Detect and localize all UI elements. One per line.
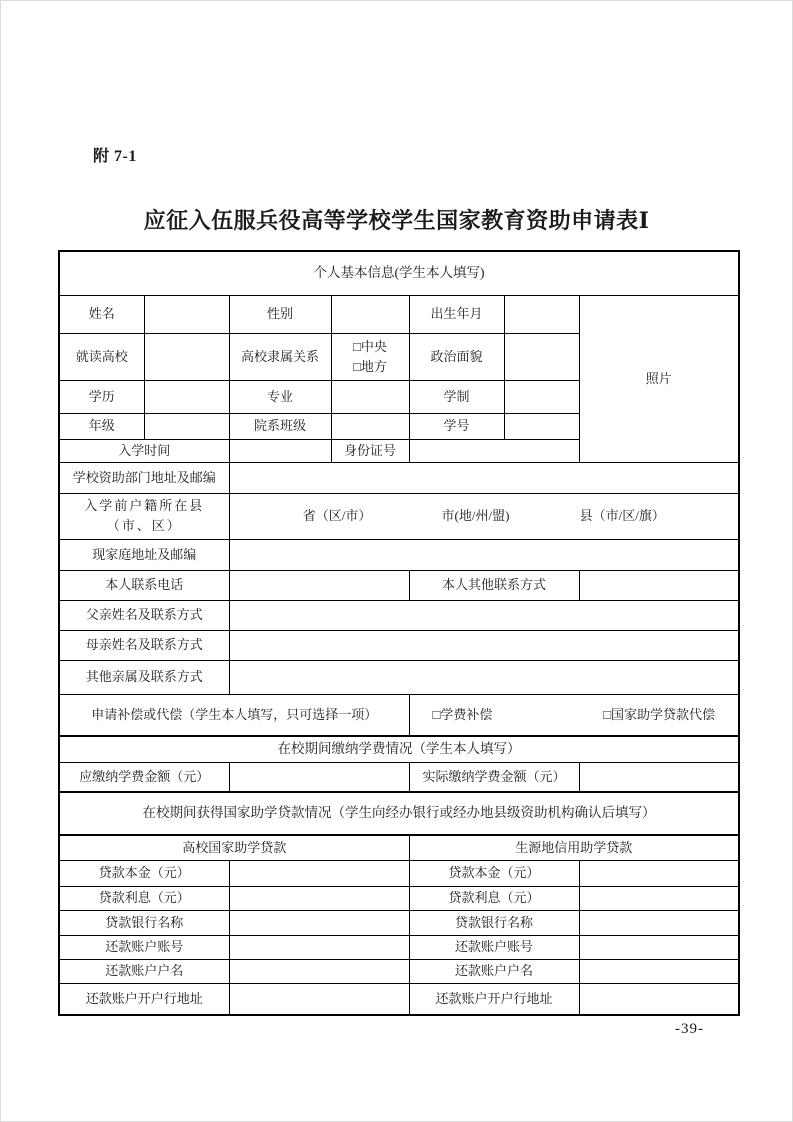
origin-repay-name-value-cell: [579, 959, 739, 983]
campus-loan-header: 高校国家助学贷款: [59, 835, 409, 860]
campus-loan-bank-label: 贷款银行名称: [59, 910, 229, 935]
section-tuition-row: [59, 736, 739, 762]
form-title: 应征入伍服兵役高等学校学生国家教育资助申请表Ⅰ: [143, 208, 650, 233]
origin-loan-interest-label: 贷款利息（元）: [409, 886, 579, 910]
section-basic-info-row: [59, 251, 739, 295]
political-status-label: 政治面貌: [409, 333, 504, 380]
school-aid-address-label: 学校资助部门地址及邮编: [59, 462, 229, 493]
loan-section-header: 在校期间获得国家助学贷款情况（学生向经办银行或经办地县级资助机构确认后填写）: [59, 792, 739, 835]
tuition-section-header: 在校期间缴纳学费情况（学生本人填写）: [59, 736, 739, 762]
affiliation-label: 高校隶属关系: [229, 333, 331, 380]
grade-label: 年级: [59, 413, 144, 439]
basic-info-section-header: 个人基本信息(学生本人填写): [59, 251, 739, 295]
tuition-due-value-cell: [229, 762, 409, 792]
row-repay-account: [59, 935, 739, 959]
affiliation-options-cell: [331, 333, 409, 380]
name-label: 姓名: [59, 295, 144, 333]
tuition-due-label: 应缴纳学费金额（元）: [59, 762, 229, 792]
affiliation-options: [353, 337, 387, 376]
origin-county-label: [59, 493, 229, 539]
origin-loan-principal-value-cell: [579, 860, 739, 886]
other-relative-label: 其他亲属及联系方式: [59, 660, 229, 694]
dept-class-value-cell: [331, 413, 409, 439]
campus-repay-account-label: 还款账户账号: [59, 935, 229, 959]
origin-loan-bank-label: 贷款银行名称: [409, 910, 579, 935]
origin-county-parts: [233, 507, 736, 525]
home-address-label: 现家庭地址及邮编: [59, 539, 229, 570]
major-label: 专业: [229, 380, 331, 413]
central-checkbox-option: □中央: [353, 339, 387, 354]
row-tuition-amounts: [59, 762, 739, 792]
other-contact-value-cell: [579, 570, 739, 600]
tuition-compensation-checkbox-option: □学费补偿: [432, 706, 493, 722]
row-contacts: [59, 570, 739, 600]
university-value-cell: [144, 333, 229, 380]
campus-loan-bank-value-cell: [229, 910, 409, 935]
apply-type-options: [413, 706, 736, 724]
campus-repay-account-value-cell: [229, 935, 409, 959]
home-address-value-cell: [229, 539, 739, 570]
phone-value-cell: [229, 570, 409, 600]
gender-label: 性别: [229, 295, 331, 333]
university-label: 就读高校: [59, 333, 144, 380]
county-label: 县（市/区/旗）: [579, 508, 665, 524]
row-repay-bank-address: [59, 983, 739, 1015]
row-loan-type-headers: [59, 835, 739, 860]
phone-label: 本人联系电话: [59, 570, 229, 600]
campus-repay-name-value-cell: [229, 959, 409, 983]
row-apply-type: [59, 694, 739, 736]
birth-label: 出生年月: [409, 295, 504, 333]
origin-loan-interest-value-cell: [579, 886, 739, 910]
row-repay-name: [59, 959, 739, 983]
attachment-label: 附 7-1: [93, 148, 137, 165]
gender-value-cell: [331, 295, 409, 333]
father-contact-value-cell: [229, 600, 739, 630]
campus-loan-principal-value-cell: [229, 860, 409, 886]
campus-repay-bank-address-label: 还款账户开户行地址: [59, 983, 229, 1015]
photo-cell: 照片: [579, 295, 739, 462]
tuition-paid-value-cell: [579, 762, 739, 792]
campus-repay-name-label: 还款账户户名: [59, 959, 229, 983]
origin-county-label-line1: 入学前户籍所在县: [84, 497, 205, 513]
other-relative-value-cell: [229, 660, 739, 694]
loan-repayment-checkbox-option: □国家助学贷款代偿: [603, 706, 716, 722]
origin-repay-bank-address-value-cell: [579, 983, 739, 1015]
origin-repay-bank-address-label: 还款账户开户行地址: [409, 983, 579, 1015]
campus-repay-bank-address-value-cell: [229, 983, 409, 1015]
origin-loan-bank-value-cell: [579, 910, 739, 935]
apply-type-label: 申请补偿或代偿（学生本人填写，只可选择一项）: [59, 694, 409, 736]
row-school-aid-address: [59, 462, 739, 493]
row-origin-county: [59, 493, 739, 539]
major-value-cell: [331, 380, 409, 413]
local-checkbox-option: □地方: [353, 358, 387, 374]
duration-value-cell: [504, 380, 579, 413]
origin-county-label-line2: （市、区）: [106, 518, 182, 533]
name-value-cell: [144, 295, 229, 333]
campus-loan-interest-label: 贷款利息（元）: [59, 886, 229, 910]
origin-loan-principal-label: 贷款本金（元）: [409, 860, 579, 886]
city-label: 市(地/州/盟): [441, 508, 510, 524]
mother-contact-label: 母亲姓名及联系方式: [59, 630, 229, 660]
page-number: -39-: [675, 1021, 704, 1037]
duration-label: 学制: [409, 380, 504, 413]
tuition-paid-label: 实际缴纳学费金额（元）: [409, 762, 579, 792]
enroll-time-value-cell: [229, 439, 331, 462]
other-contact-label: 本人其他联系方式: [409, 570, 579, 600]
row-father: [59, 600, 739, 630]
origin-repay-name-label: 还款账户户名: [409, 959, 579, 983]
origin-repay-account-value-cell: [579, 935, 739, 959]
row-mother: [59, 630, 739, 660]
student-id-value-cell: [504, 413, 579, 439]
origin-county-value-cell: [229, 493, 739, 539]
origin-loan-header: 生源地信用助学贷款: [409, 835, 739, 860]
origin-repay-account-label: 还款账户账号: [409, 935, 579, 959]
apply-type-options-cell: [409, 694, 739, 736]
enroll-time-label: 入学时间: [59, 439, 229, 462]
row-loan-principal: [59, 860, 739, 886]
section-loan-row: [59, 792, 739, 835]
row-name-gender-birth: [59, 295, 739, 333]
dept-class-label: 院系班级: [229, 413, 331, 439]
degree-label: 学历: [59, 380, 144, 413]
political-status-value-cell: [504, 333, 579, 380]
application-form-table: [58, 250, 740, 1016]
degree-value-cell: [144, 380, 229, 413]
row-loan-interest: [59, 886, 739, 910]
campus-loan-interest-value-cell: [229, 886, 409, 910]
birth-value-cell: [504, 295, 579, 333]
campus-loan-principal-label: 贷款本金（元）: [59, 860, 229, 886]
row-home-address: [59, 539, 739, 570]
student-id-label: 学号: [409, 413, 504, 439]
row-loan-bank: [59, 910, 739, 935]
row-other-relative: [59, 660, 739, 694]
school-aid-address-value-cell: [229, 462, 739, 493]
id-number-value-cell: [409, 439, 579, 462]
grade-value-cell: [144, 413, 229, 439]
father-contact-label: 父亲姓名及联系方式: [59, 600, 229, 630]
province-label: 省（区/市）: [302, 508, 372, 524]
mother-contact-value-cell: [229, 630, 739, 660]
id-number-label: 身份证号: [331, 439, 409, 462]
